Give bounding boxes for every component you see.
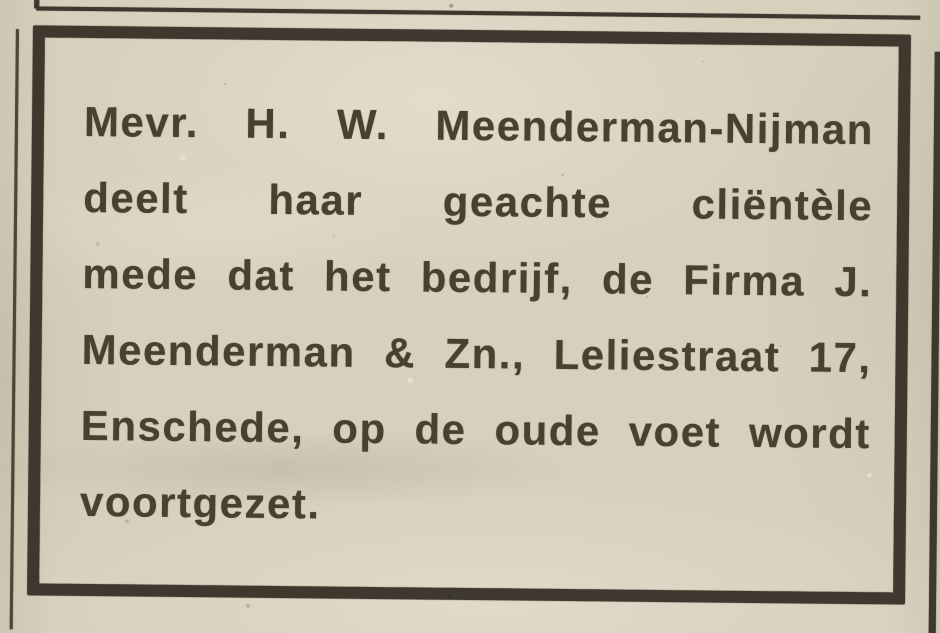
ad-text-line-3: mede dat het bedrijf, de Firma J. — [82, 249, 873, 306]
right-column-rule — [929, 52, 940, 633]
ad-text-line-2: deelt haar geachte cliëntèle — [82, 173, 874, 230]
ad-text-line-1: Mevr. H. W. Meenderman-Nijman — [83, 97, 875, 154]
ad-text-line-6: voortgezet. — [79, 477, 321, 528]
left-column-rule — [10, 29, 19, 629]
ad-text-line-4: Meenderman & Zn., Leliestraat 17, — [81, 325, 872, 382]
ad-text-line-5: Enschede, op de oude voet wordt — [80, 401, 872, 458]
top-horizontal-rule — [36, 6, 920, 19]
advertisement-border-box — [27, 25, 911, 604]
